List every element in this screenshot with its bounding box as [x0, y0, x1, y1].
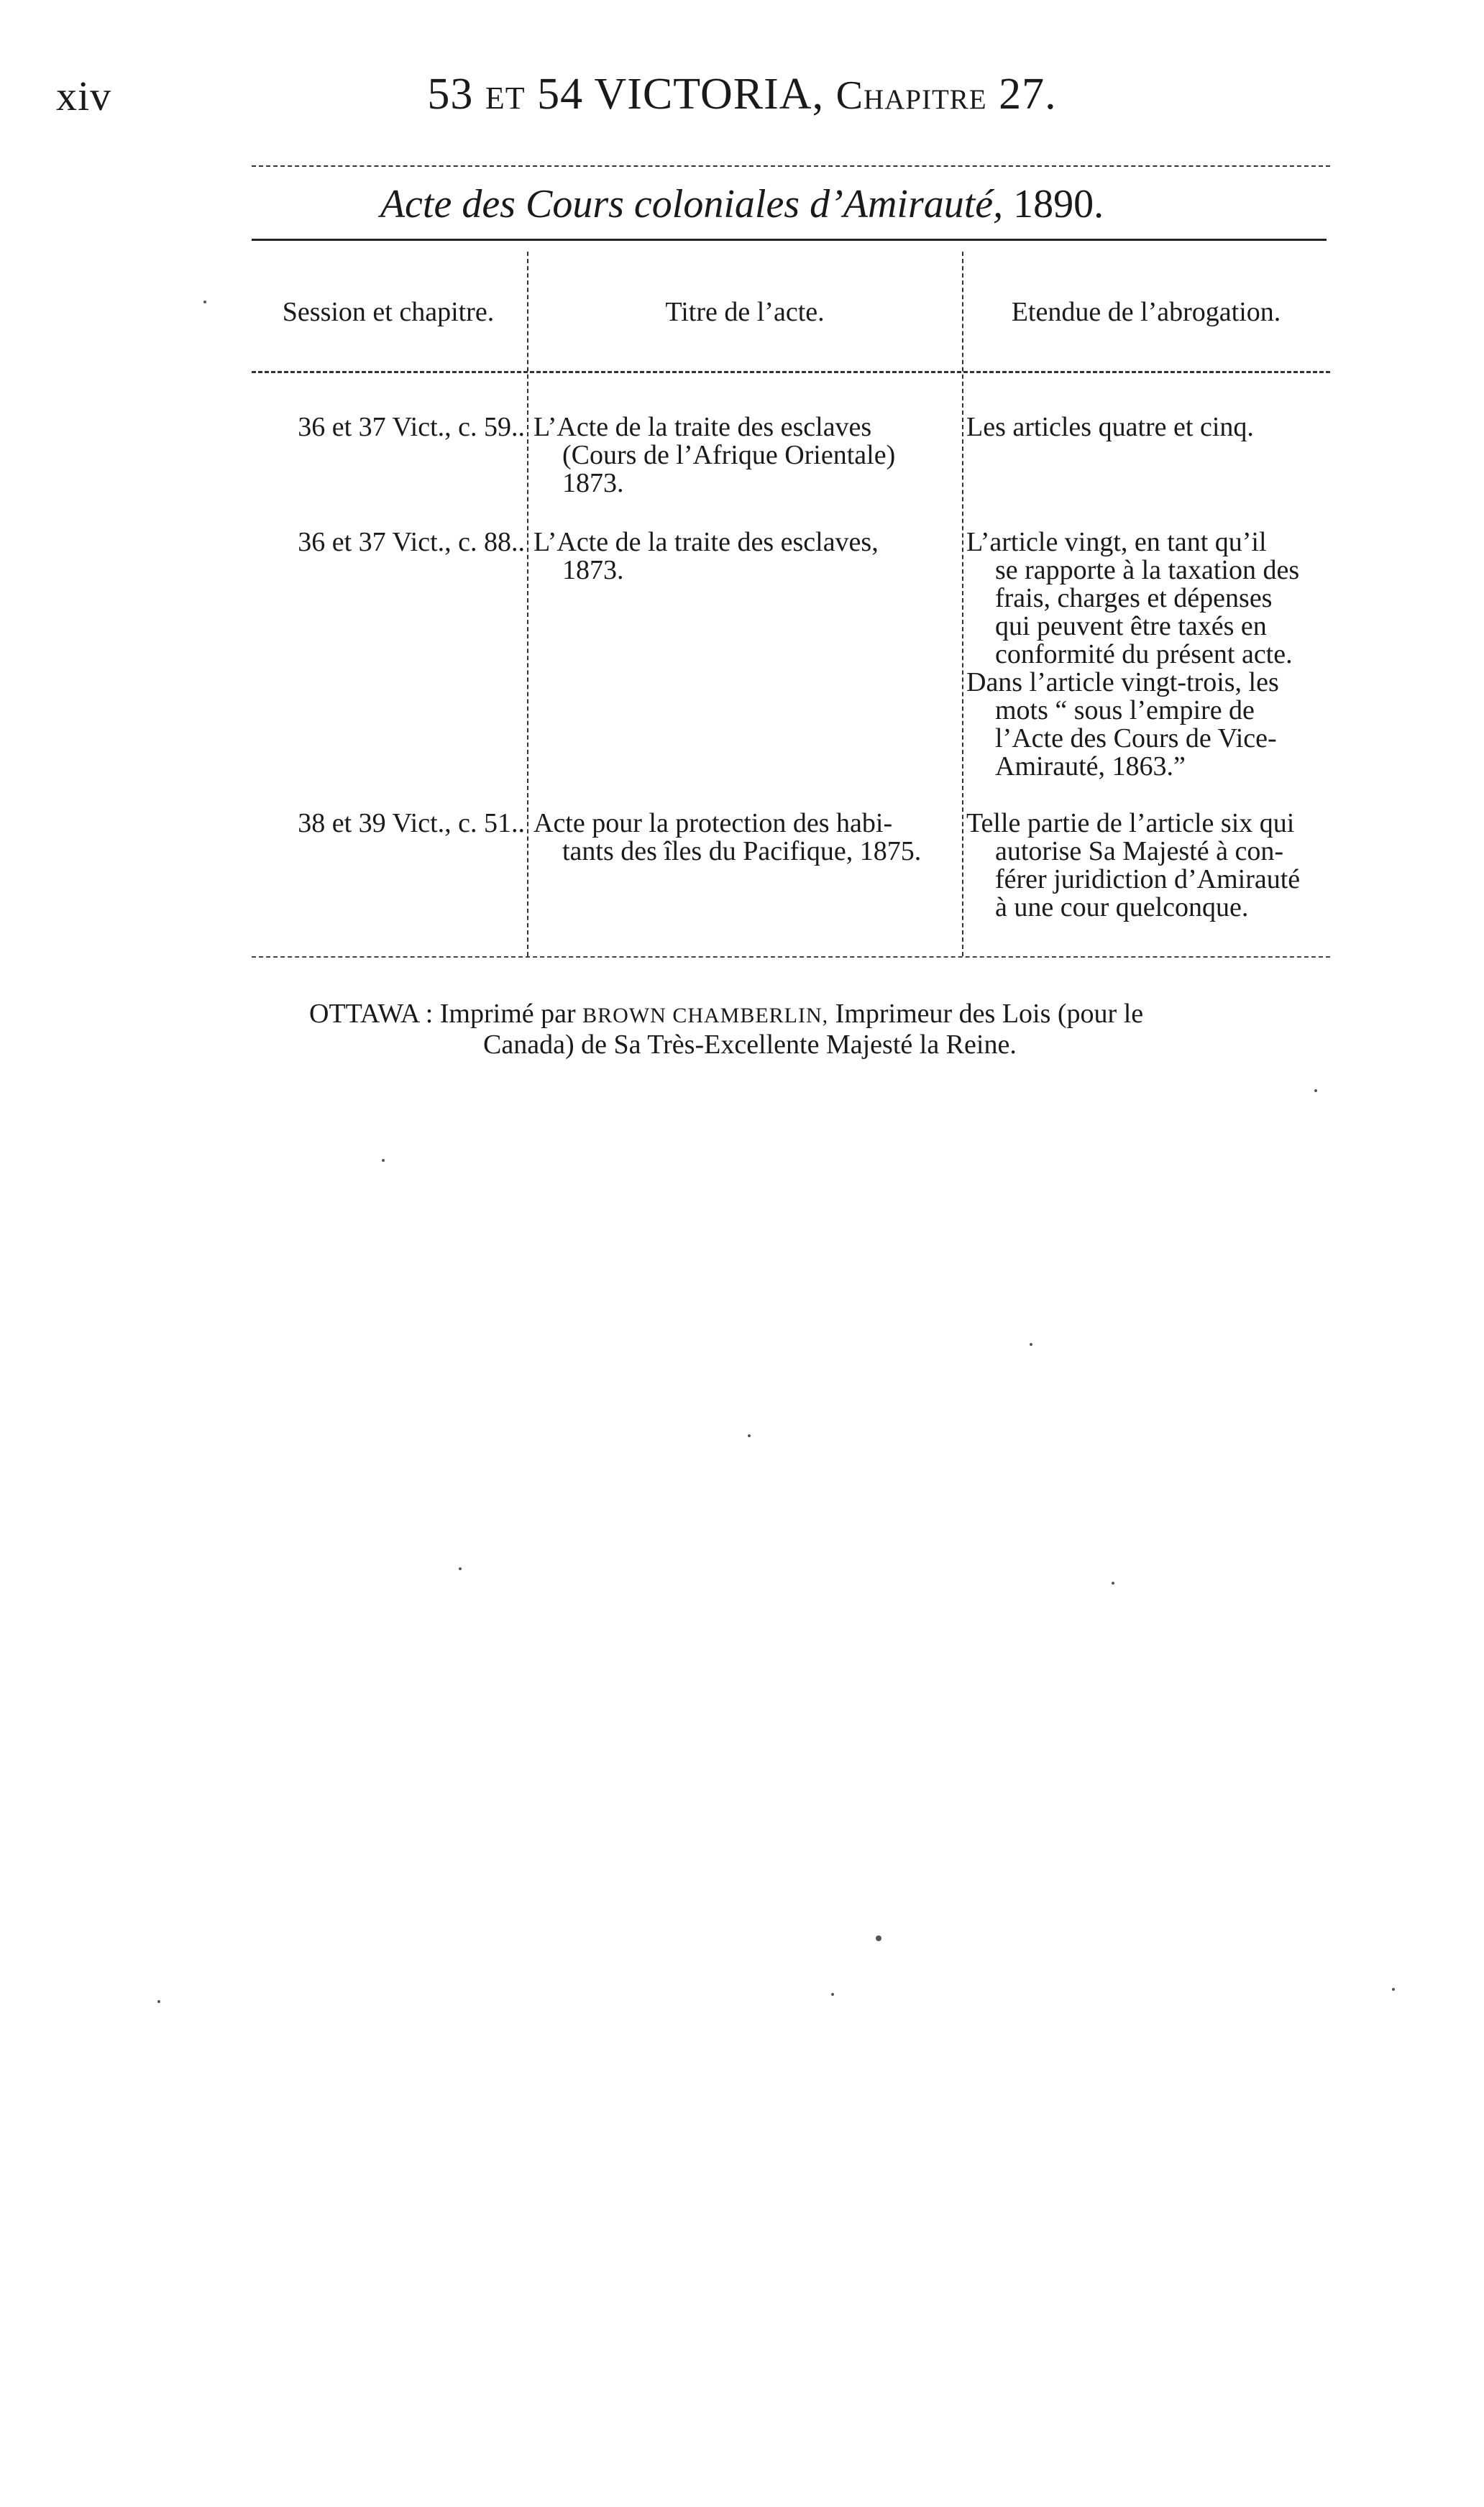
imprint-line1	[309, 999, 1330, 1030]
row1-title-line2: (Cours de l’Afrique Orientale)	[562, 440, 896, 470]
row2-extent-p2-line3: l’Acte des Cours de Vice-	[995, 723, 1277, 753]
scan-speck	[203, 301, 206, 303]
column-header-session: Session et chapitre.	[282, 297, 495, 327]
column-separator-1	[527, 252, 528, 956]
imprint-text-a: Imprimé par	[439, 999, 576, 1029]
imprint-printer-name: BROWN CHAMBERLIN,	[582, 1004, 829, 1027]
row3-title-line2: tants des îles du Pacifique, 1875.	[562, 836, 922, 866]
row2-extent-p1-line4: qui peuvent être taxés en	[995, 611, 1267, 641]
row3-session: 38 et 39 Vict., c. 51..	[298, 808, 525, 838]
running-head-et: ET	[485, 81, 526, 116]
row2-extent-p2-line1: Dans l’article vingt-trois, les	[966, 667, 1279, 697]
row3-extent-line2: autorise Sa Majesté à con-	[995, 836, 1283, 866]
scan-speck	[1112, 1582, 1114, 1585]
running-head	[0, 69, 1484, 120]
rule-under-headers	[252, 371, 1330, 373]
scan-speck	[382, 1159, 385, 1162]
row1-title-line3: 1873.	[562, 468, 624, 498]
row1-title	[533, 413, 959, 498]
column-separator-2	[962, 252, 963, 956]
row2-extent-p1-line1: L’article vingt, en tant qu’il	[966, 527, 1267, 557]
row3-extent-line4: à une cour quelconque.	[995, 892, 1249, 922]
row2-session: 36 et 37 Vict., c. 88..	[298, 527, 525, 557]
scan-speck	[876, 1935, 881, 1941]
scan-speck	[459, 1567, 462, 1570]
row3-title	[533, 810, 959, 866]
imprint-place: OTTAWA :	[309, 999, 434, 1029]
scan-speck	[1314, 1089, 1317, 1092]
act-title	[0, 181, 1484, 227]
row2-extent-p1-line2: se rapporte à la taxation des	[995, 555, 1300, 585]
imprint-line2: Canada) de Sa Très-Excellente Majesté la Reine.	[483, 1030, 1017, 1060]
row2-extent-p2-line2: mots “ sous l’empire de	[995, 695, 1255, 725]
row3-extent-line1: Telle partie de l’article six qui	[966, 808, 1295, 838]
running-head-chapitre: Chapitre	[835, 73, 987, 118]
column-header-extent: Etendue de l’abrogation.	[1011, 297, 1281, 327]
rule-table-bottom	[252, 956, 1330, 958]
rule-table-top	[252, 239, 1327, 241]
row1-extent	[966, 413, 1340, 441]
scan-speck	[1392, 1988, 1395, 1991]
row2-title-line1: L’Acte de la traite des esclaves,	[533, 527, 879, 557]
scan-speck	[831, 1993, 834, 1996]
act-title-text: Acte des Cours coloniales d’Amirauté,	[380, 182, 1004, 226]
row3-extent-line3: férer juridiction d’Amirauté	[995, 864, 1301, 894]
imprint	[309, 999, 1330, 1059]
running-head-part2: 54 VICTORIA,	[537, 70, 825, 119]
row3-extent	[966, 810, 1347, 922]
imprint-text-b: Imprimeur des Lois (pour le	[835, 999, 1144, 1029]
act-title-year: 1890.	[1013, 182, 1104, 226]
scan-speck	[748, 1434, 751, 1437]
rule-above-title	[252, 165, 1330, 167]
row1-extent-line1: Les articles quatre et cinq.	[966, 412, 1254, 442]
scan-speck	[1030, 1343, 1032, 1346]
running-head-part1: 53	[427, 70, 474, 119]
row2-extent-p1-line5: conformité du présent acte.	[995, 639, 1293, 669]
row2-title	[533, 528, 959, 585]
row2-title-line2: 1873.	[562, 555, 624, 585]
row2-extent	[966, 528, 1347, 781]
row3-title-line1: Acte pour la protection des habi-	[533, 808, 893, 838]
row1-session: 36 et 37 Vict., c. 59..	[298, 412, 525, 442]
running-head-number: 27.	[999, 70, 1057, 119]
row2-extent-p2-line4: Amirauté, 1863.”	[995, 751, 1186, 782]
scan-speck	[157, 2000, 160, 2003]
column-header-title: Titre de l’acte.	[665, 297, 825, 327]
page-number: xiv	[56, 73, 112, 119]
row1-title-line1: L’Acte de la traite des esclaves	[533, 412, 872, 442]
row2-extent-p1-line3: frais, charges et dépenses	[995, 583, 1273, 613]
